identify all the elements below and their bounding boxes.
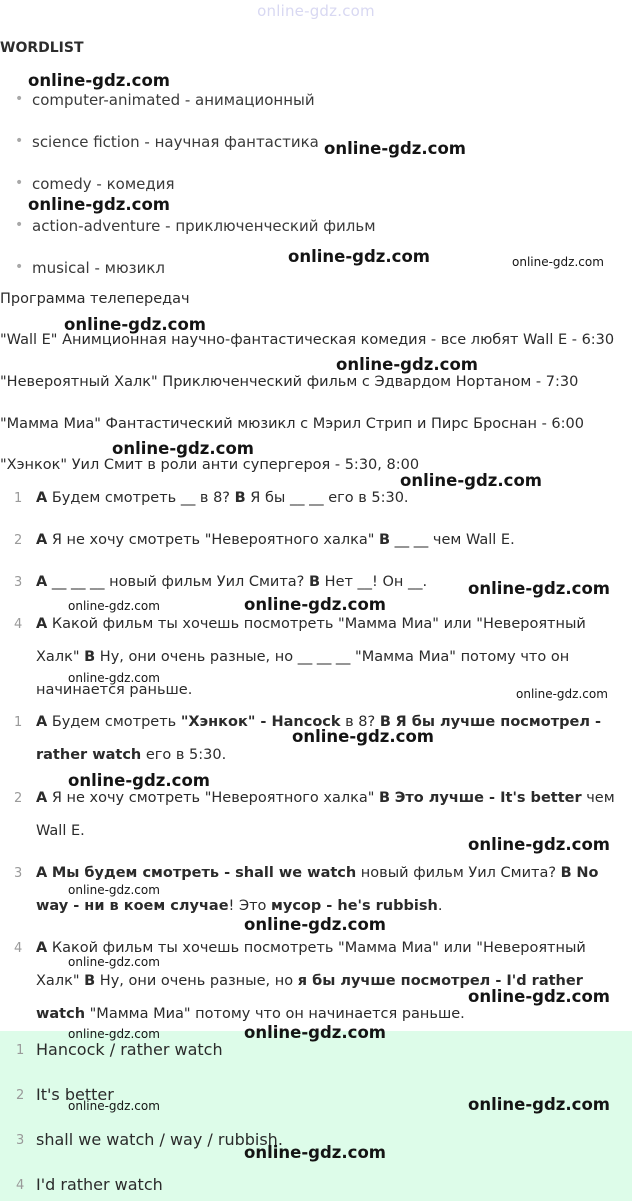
watermark: online-gdz.com [288,247,430,266]
item-number: 1 [16,1043,25,1058]
wordlist-item: • science fiction - научная фантастика [32,133,319,151]
wordlist-title: WORDLIST [0,40,84,56]
short-answers-box [0,1031,632,1201]
item-number: 3 [14,866,23,881]
watermark: online-gdz.com [244,1023,386,1042]
watermark: online-gdz.com [64,315,206,334]
program-line: "Wall E" Анимционная научно-фантастическая комедия - все любят Wall E - 6:30 [0,332,615,348]
wordlist-item: • action-adventure - приключенческий фильм [32,217,376,235]
site-banner[interactable]: online-gdz.com [257,2,375,20]
wordlist-item: • musical - мюзикл [32,259,165,277]
program-title: Программа телепередач [0,291,190,307]
exercise-item: A Будем смотреть __ в 8? B Я бы __ __ его в 5:30. [36,490,409,506]
answer-item: A Будем смотреть "Хэнкок" - Hancock в 8? B Я бы лучше посмотрел - rather watch его в 5:30. [36,714,601,763]
wordlist-item: • comedy - комедия [32,175,175,193]
program-line: "Хэнкок" Уил Смит в роли анти супергероя - 5:30, 8:00 [0,457,420,473]
watermark: online-gdz.com [68,671,160,685]
watermark: online-gdz.com [68,599,160,613]
answer-item: A Какой фильм ты хочешь посмотреть "Мамма Миа" или "Невероятный Халк" B Ну, они очень разные, но я бы лучше посмотрел - I'd rather watch "Мамма Миа" потому что он начинается раньше. [36,940,586,1022]
item-number: 4 [16,1178,25,1193]
program-line: "Мамма Миа" Фантастический мюзикл с Мэрил Стрип и Пирс Броснан - 6:00 [0,416,584,432]
watermark: online-gdz.com [244,1143,386,1162]
watermark: online-gdz.com [28,71,170,90]
short-answer: I'd rather watch [36,1175,163,1194]
watermark: online-gdz.com [68,1099,160,1113]
exercise-item: A Я не хочу смотреть "Невероятного халка" B __ __ чем Wall E. [36,532,515,548]
watermark: online-gdz.com [112,439,254,458]
watermark: online-gdz.com [28,195,170,214]
program-line: "Невероятный Халк" Приключенческий фильм с Эдвардом Нортаном - 7:30 [0,374,579,390]
wordlist-item: • computer-animated - анимационный [32,91,315,109]
watermark: online-gdz.com [68,771,210,790]
item-number: 1 [14,715,23,730]
watermark: online-gdz.com [468,579,610,598]
answer-item: A Я не хочу смотреть "Невероятного халка" B Это лучше - It's better чем Wall E. [36,790,615,839]
watermark: online-gdz.com [468,835,610,854]
watermark: online-gdz.com [468,987,610,1006]
answer-item: A Мы будем смотреть - shall we watch новый фильм Уил Смита? B No way - ни в коем случае! Это мусор - he's rubbish. [36,865,599,914]
item-number: 1 [14,491,23,506]
short-answer: shall we watch / way / rubbish. [36,1130,283,1149]
item-number: 3 [14,575,23,590]
item-number: 2 [14,533,23,548]
watermark: online-gdz.com [400,471,542,490]
watermark: online-gdz.com [68,1027,160,1041]
watermark: online-gdz.com [468,1095,610,1114]
short-answer: Hancock / rather watch [36,1040,223,1059]
item-number: 3 [16,1133,25,1148]
watermark: online-gdz.com [516,687,608,701]
exercise-item: A __ __ __ новый фильм Уил Смита? B Нет __! Он __. [36,574,428,590]
watermark: online-gdz.com [512,255,604,269]
watermark: online-gdz.com [244,915,386,934]
watermark: online-gdz.com [244,595,386,614]
short-answer: It's better [36,1085,114,1104]
item-number: 2 [14,791,23,806]
watermark: online-gdz.com [292,727,434,746]
watermark: online-gdz.com [68,955,160,969]
exercise-item: A Какой фильм ты хочешь посмотреть "Мамма Миа" или "Невероятный Халк" B Ну, они очень разные, но __ __ __ "Мамма Миа" потому что он начинается раньше. [36,616,586,698]
watermark: online-gdz.com [336,355,478,374]
item-number: 4 [14,941,23,956]
watermark: online-gdz.com [324,139,466,158]
watermark: online-gdz.com [68,883,160,897]
item-number: 2 [16,1088,25,1103]
item-number: 4 [14,617,23,632]
